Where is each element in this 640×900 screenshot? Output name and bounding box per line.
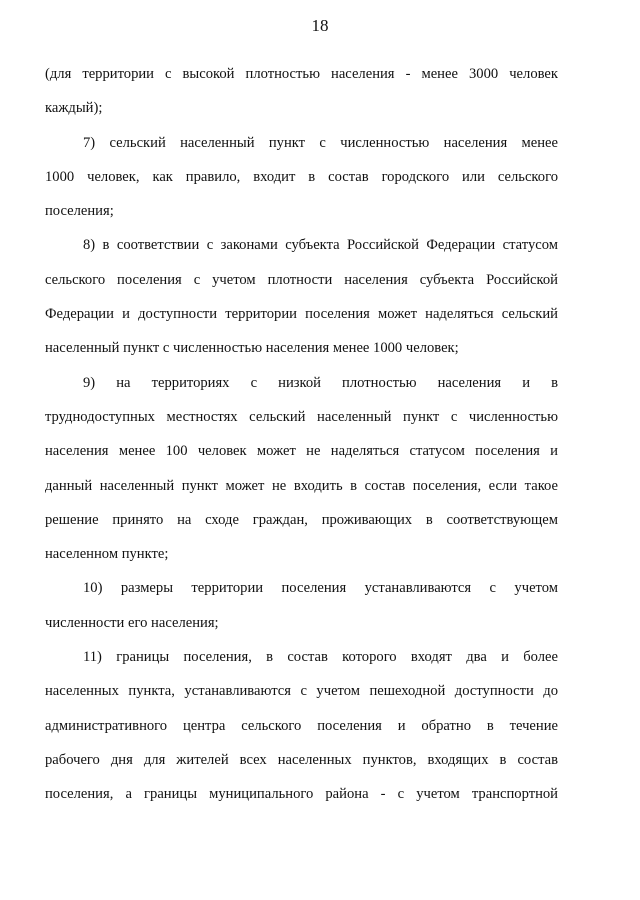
text-line: 10) размеры территории поселения устанавливаются с учетом [83, 580, 558, 597]
text-line: поселения; [45, 203, 114, 220]
text-line: данный населенный пункт может не входить в состав поселения, если такое [45, 477, 558, 494]
text-line: 7) сельский населенный пункт с численностью населения менее [83, 134, 558, 151]
text-line: административного центра сельского поселения и обратно в течение [45, 717, 558, 734]
text-line: населения менее 100 человек может не наделяться статусом поселения и [45, 443, 558, 460]
text-line: населенных пункта, устанавливаются с учетом пешеходной доступности до [45, 683, 558, 700]
text-line: численности его населения; [45, 614, 219, 631]
text-line: (для территории с высокой плотностью населения - менее 3000 человек [45, 66, 558, 82]
text-line: населенном пункте; [45, 546, 169, 563]
text-line: труднодоступных местностях сельский населенный пункт с численностью [45, 408, 558, 425]
text-line: рабочего дня для жителей всех населенных пунктов, входящих в состав [45, 751, 558, 768]
text-line: 9) на территориях с низкой плотностью населения и в [83, 374, 558, 391]
text-line: 8) в соответствии с законами субъекта Российской Федерации статусом [83, 237, 558, 254]
text-line: каждый); [45, 100, 103, 117]
text-line: 11) границы поселения, в состав которого входят два и более [83, 649, 558, 666]
text-line: 1000 человек, как правило, входит в состав городского или сельского [45, 168, 558, 185]
page-number: 18 [311, 16, 329, 35]
text-line: сельского поселения с учетом плотности населения субъекта Российской [45, 271, 558, 288]
text-line: поселения, а границы муниципального района - с учетом транспортной [45, 786, 558, 803]
text-line: решение принято на сходе граждан, проживающих в соответствующем [45, 511, 558, 528]
text-line: населенный пункт с численностью населения менее 1000 человек; [45, 340, 459, 357]
document-body [45, 62, 558, 817]
text-line: Федерации и доступности территории поселения может наделяться сельский [45, 306, 558, 323]
